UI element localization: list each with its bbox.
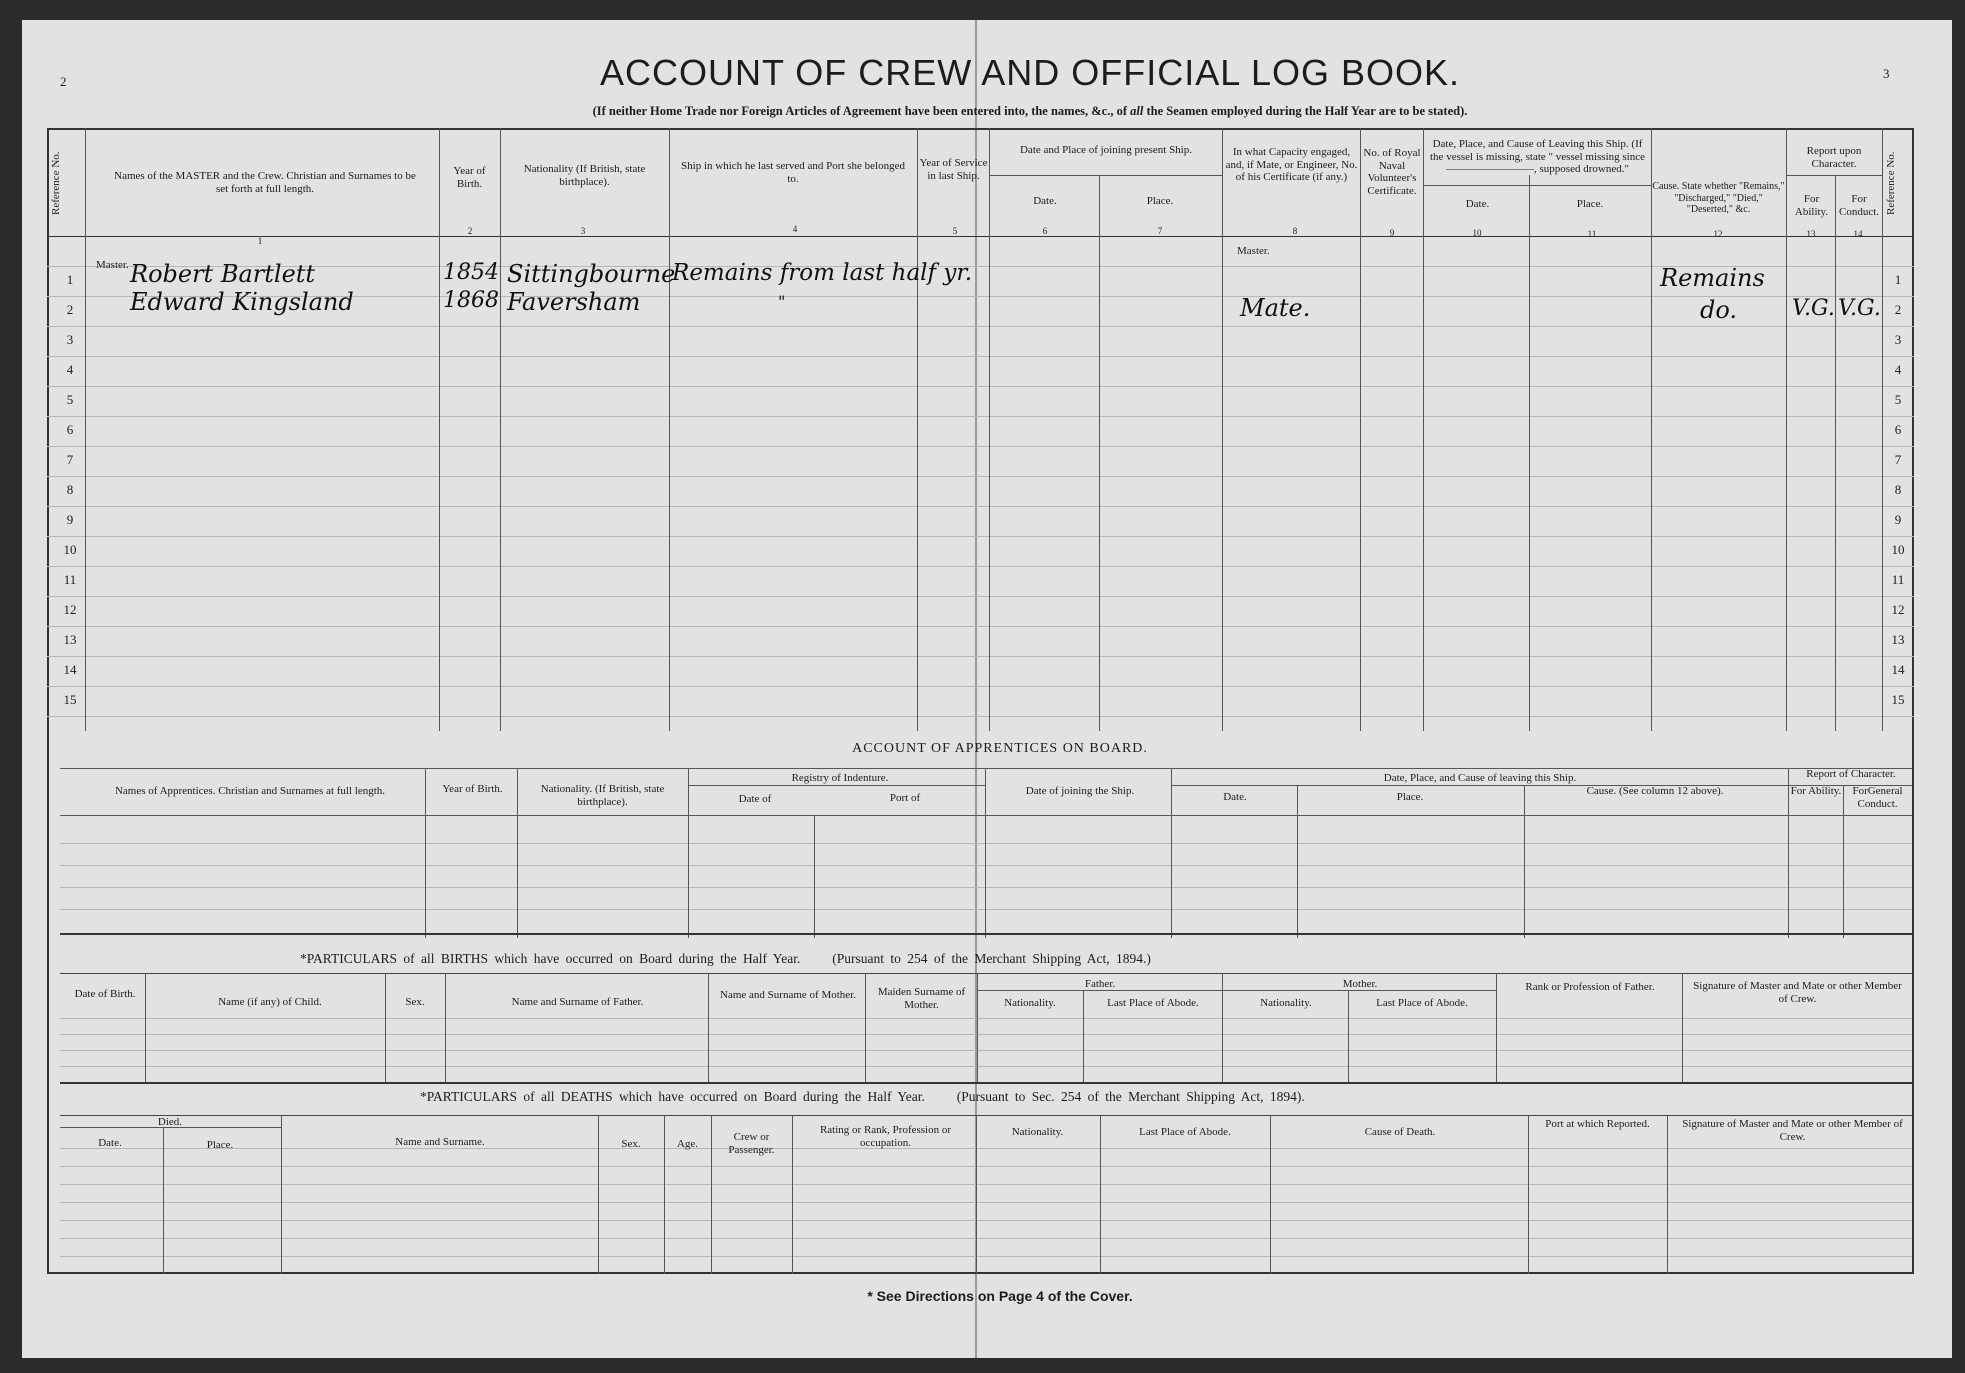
ruled-line <box>47 416 1914 417</box>
births-father: Father. <box>1084 978 1116 990</box>
births-mother: Mother. <box>1342 978 1378 990</box>
ruled-line <box>60 909 1912 910</box>
apprentice-col-port-of: Port of <box>889 792 921 804</box>
row-number: 14 <box>1891 662 1905 677</box>
row-number: 5 <box>1894 392 1902 407</box>
crew-col-ability: For Ability. <box>1794 193 1829 218</box>
deaths-col-date: Date. <box>98 1137 122 1149</box>
row-number: 7 <box>66 452 74 467</box>
deaths-col-sex: Sex. <box>621 1138 641 1150</box>
deaths-col-abode: Last Place of Abode. <box>1139 1126 1231 1138</box>
crew-row-1-nationality: Sittingbourne <box>507 260 676 288</box>
crew-col-conduct: For Conduct. <box>1838 193 1880 218</box>
ruled-line <box>47 536 1914 537</box>
ruled-line <box>60 1256 1912 1257</box>
births-col-child: Name (if any) of Child. <box>218 996 322 1008</box>
births-title-text: *PARTICULARS of all BIRTHS which have occurred on Board during the Half Year. <box>300 951 801 966</box>
births-col-mother-name: Name and Surname of Mother. <box>720 989 856 1001</box>
deaths-col-age: Age. <box>676 1138 699 1150</box>
row-number: 13 <box>63 632 77 647</box>
deaths-col-name: Name and Surname. <box>395 1136 485 1148</box>
crew-col-cause: Cause. State whether "Remains," "Discharged," "Died," "Deserted," &c. <box>1652 181 1785 215</box>
ruled-line <box>47 686 1914 687</box>
page-title: ACCOUNT OF CREW AND OFFICIAL LOG BOOK. <box>599 52 1461 93</box>
crew-row-1-name: Robert Bartlett <box>130 260 316 288</box>
crew-col-names: Names of the MASTER and the Crew. Christian and Surnames to be set forth at full length. <box>114 170 416 195</box>
crew-col-capacity: In what Capacity engaged, and, if Mate, or Engineer, No. of his Certificate (if any.) <box>1225 146 1358 184</box>
crew-col-service: Year of Service in last Ship. <box>919 157 988 182</box>
apprentice-col-cause: Cause. (See column 12 above). <box>1586 785 1724 797</box>
deaths-col-rating: Rating or Rank, Profession or occupation. <box>819 1124 952 1149</box>
row-number: 8 <box>66 482 74 497</box>
ruled-line <box>47 446 1914 447</box>
col-number: 10 <box>1472 228 1482 238</box>
row-number: 4 <box>66 362 74 377</box>
row-number: 2 <box>1894 302 1902 317</box>
ruled-line <box>47 266 1914 267</box>
row-number: 6 <box>1894 422 1902 437</box>
crew-ref-label-right: Reference No. <box>1885 151 1897 215</box>
crew-ref-label-left: Reference No. <box>50 151 62 215</box>
births-col-signature: Signature of Master and Mate or other Member of Crew. <box>1693 980 1902 1005</box>
deaths-col-port: Port at which Reported. <box>1545 1118 1650 1130</box>
births-title <box>300 951 1580 967</box>
crew-top-rule <box>47 128 1914 130</box>
row-number: 9 <box>1894 512 1902 527</box>
apprentice-col-birth: Year of Birth. <box>442 783 503 795</box>
ruled-line <box>47 476 1914 477</box>
crew-header-rule <box>47 236 1914 237</box>
deaths-title <box>420 1089 1600 1105</box>
apprentice-col-conduct: ForGeneral Conduct. <box>1852 785 1903 810</box>
row-number: 14 <box>63 662 77 677</box>
col-number: 13 <box>1806 229 1816 239</box>
col-number: 8 <box>1292 226 1298 236</box>
col-number: 1 <box>257 236 263 246</box>
apprentice-col-date-of: Date of <box>738 793 772 805</box>
births-col-father-name: Name and Surname of Father. <box>511 996 644 1008</box>
ruled-line <box>47 656 1914 657</box>
ruled-line <box>47 356 1914 357</box>
crew-row-1-cause: Remains <box>1660 264 1765 292</box>
ruled-line <box>60 1166 1912 1167</box>
apprentice-col-nationality: Nationality. (If British, state birthplace). <box>540 783 665 808</box>
apprentices-title: ACCOUNT OF APPRENTICES ON BOARD. <box>852 741 1148 756</box>
col-number: 11 <box>1587 229 1597 239</box>
deaths-act: (Pursuant to Sec. 254 of the Merchant Shipping Act, 1894). <box>956 1089 1305 1104</box>
row-number: 9 <box>66 512 74 527</box>
row-number: 15 <box>63 692 77 707</box>
crew-col-leaving: Date, Place, and Cause of Leaving this Ship. (If the vessel is missing, state " vessel missing since————————, supposed drowned." <box>1430 138 1645 176</box>
row-number: 5 <box>66 392 74 407</box>
footer-directions: * See Directions on Page 4 of the Cover. <box>867 1288 1133 1304</box>
births-col-father-abode: Last Place of Abode. <box>1107 997 1199 1009</box>
crew-row-2-ship: " <box>778 292 786 311</box>
deaths-col-cause: Cause of Death. <box>1364 1126 1436 1138</box>
apprentice-report: Report of Character. <box>1806 768 1896 780</box>
row-number: 11 <box>63 572 77 587</box>
crew-row-1-birth: 1854 <box>443 260 499 285</box>
subtitle-after: the Seamen employed during the Half Year are to be stated). <box>1146 104 1468 118</box>
deaths-col-nationality: Nationality. <box>1011 1126 1064 1138</box>
row-number: 12 <box>1891 602 1905 617</box>
col-number: 7 <box>1157 226 1163 236</box>
row-number: 1 <box>66 272 74 287</box>
col-number: 9 <box>1389 228 1395 238</box>
ruled-line <box>60 887 1912 888</box>
births-col-mother-abode: Last Place of Abode. <box>1376 997 1468 1009</box>
crew-row-2-cause: do. <box>1700 296 1738 324</box>
ruled-line <box>60 1184 1912 1185</box>
ruled-line <box>60 1066 1912 1067</box>
crew-row-1-ship: Remains from last half yr. <box>672 260 973 286</box>
apprentice-col-names: Names of Apprentices. Christian and Surnames at full length. <box>114 785 386 797</box>
ruled-line <box>60 1018 1912 1019</box>
row-number: 2 <box>66 302 74 317</box>
ruled-line <box>60 1050 1912 1051</box>
col-number: 14 <box>1853 229 1863 239</box>
master-label: Master. <box>96 259 129 271</box>
ruled-line <box>60 1202 1912 1203</box>
ruled-line <box>47 386 1914 387</box>
ruled-line <box>60 1034 1912 1035</box>
row-number: 4 <box>1894 362 1902 377</box>
apprentice-registry: Registry of Indenture. <box>791 772 889 784</box>
subtitle-emphasis: all <box>1130 104 1144 118</box>
row-number: 3 <box>66 332 74 347</box>
page-subtitle <box>380 104 1680 118</box>
row-number: 7 <box>1894 452 1902 467</box>
ruled-line <box>60 1220 1912 1221</box>
ruled-line <box>47 326 1914 327</box>
crew-row-2-nationality: Faversham <box>507 288 641 316</box>
crew-col-leave-date: Date. <box>1465 198 1490 210</box>
births-col-rank: Rank or Profession of Father. <box>1525 981 1655 993</box>
crew-row-2-name: Edward Kingsland <box>130 288 354 316</box>
col-number: 6 <box>1042 226 1048 236</box>
ruled-line <box>60 1238 1912 1239</box>
row-number: 15 <box>1891 692 1905 707</box>
row-number: 8 <box>1894 482 1902 497</box>
crew-col-report: Report upon Character. <box>1806 145 1862 170</box>
row-number: 1 <box>1894 272 1902 287</box>
apprentice-col-place: Place. <box>1396 791 1424 803</box>
col-number: 2 <box>467 226 473 236</box>
ruled-line <box>60 843 1912 844</box>
births-col-sex: Sex. <box>405 996 425 1008</box>
crew-row-2-birth: 1868 <box>443 288 499 313</box>
births-col-maiden: Maiden Surname of Mother. <box>877 986 966 1011</box>
apprentice-leaving: Date, Place, and Cause of leaving this Ship. <box>1383 772 1577 784</box>
row-number: 6 <box>66 422 74 437</box>
ruled-line <box>60 865 1912 866</box>
crew-col-rnv: No. of Royal Naval Volunteer's Certificate. <box>1363 147 1421 197</box>
left-page-number: 2 <box>60 74 67 89</box>
col-number: 12 <box>1713 229 1723 239</box>
births-col-date: Date of Birth. <box>74 988 136 1000</box>
deaths-col-crew-passenger: Crew or Passenger. <box>728 1131 775 1156</box>
row-number: 10 <box>1891 542 1905 557</box>
ruled-line <box>47 626 1914 627</box>
deaths-died: Died. <box>157 1116 183 1128</box>
ruled-line <box>47 506 1914 507</box>
apprentice-col-ability: For Ability. <box>1790 785 1842 797</box>
subtitle-before: (If neither Home Trade nor Foreign Articles of Agreement have been entered into, the names, &c., of <box>592 104 1128 118</box>
right-page-number: 3 <box>1883 66 1890 81</box>
deaths-col-place: Place. <box>206 1139 234 1151</box>
deaths-title-text: *PARTICULARS of all DEATHS which have occurred on Board during the Half Year. <box>420 1089 925 1104</box>
row-number: 13 <box>1891 632 1905 647</box>
crew-row-2-capacity: Mate. <box>1240 294 1311 322</box>
crew-col-joining: Date and Place of joining present Ship. <box>1020 144 1192 156</box>
ruled-line <box>47 596 1914 597</box>
ruled-line <box>47 716 1914 717</box>
col-number: 3 <box>580 226 586 236</box>
apprentice-col-joining: Date of joining the Ship. <box>1025 785 1135 797</box>
births-col-father-nationality: Nationality. <box>1004 997 1056 1009</box>
crew-col-nationality: Nationality (If British, state birthplace). <box>523 163 646 188</box>
row-number: 12 <box>63 602 77 617</box>
crew-col-leave-place: Place. <box>1576 198 1604 210</box>
crew-col-birth: Year of Birth. <box>453 165 486 190</box>
row-number: 3 <box>1894 332 1902 347</box>
deaths-col-signature: Signature of Master and Mate or other Member of Crew. <box>1682 1118 1903 1143</box>
births-col-mother-nationality: Nationality. <box>1260 997 1312 1009</box>
crew-row-1-capacity: Master. <box>1237 245 1270 257</box>
row-number: 10 <box>63 542 77 557</box>
row-number: 11 <box>1891 572 1905 587</box>
apprentice-col-date: Date. <box>1223 791 1247 803</box>
col-number: 4 <box>792 224 798 234</box>
crew-row-2-ability: V.G. <box>1792 296 1835 321</box>
crew-col-join-place: Place. <box>1146 195 1174 207</box>
crew-row-2-conduct: V.G. <box>1838 296 1881 321</box>
births-act: (Pursuant to 254 of the Merchant Shipping Act, 1894.) <box>832 951 1151 966</box>
ruled-line <box>47 566 1914 567</box>
col-number: 5 <box>952 226 958 236</box>
crew-col-last-ship: Ship in which he last served and Port she belonged to. <box>681 160 905 185</box>
crew-col-join-date: Date. <box>1033 195 1057 207</box>
